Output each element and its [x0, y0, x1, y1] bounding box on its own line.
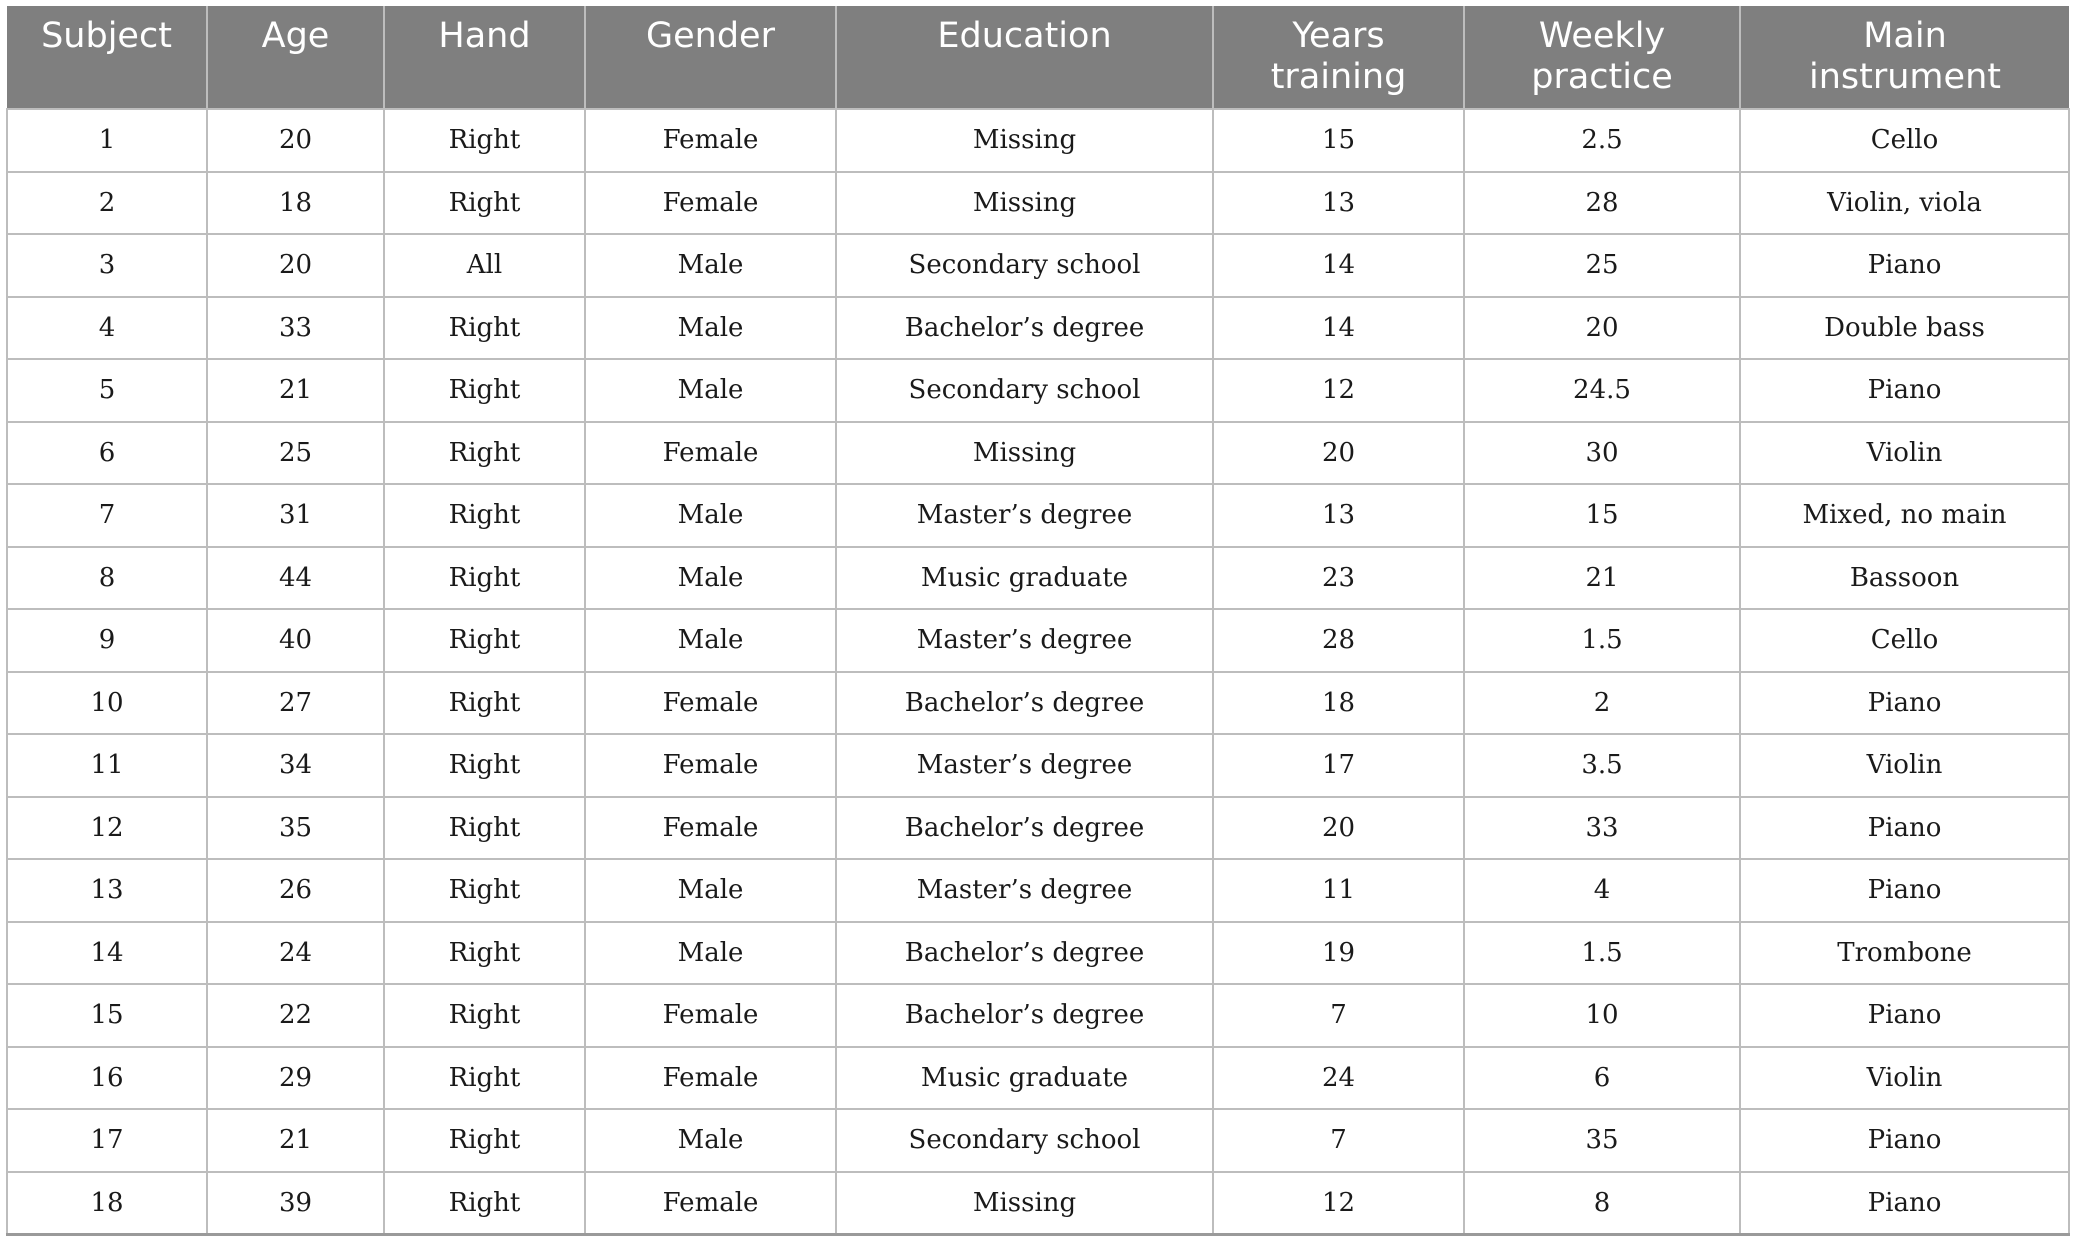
cell-main-instrument: Piano — [1740, 1172, 2069, 1235]
cell-subject: 11 — [7, 734, 207, 797]
cell-age: 39 — [207, 1172, 384, 1235]
cell-main-instrument: Violin — [1740, 422, 2069, 485]
cell-subject: 1 — [7, 109, 207, 172]
cell-main-instrument: Mixed, no main — [1740, 484, 2069, 547]
table-row — [7, 672, 2069, 735]
cell-weekly-practice: 30 — [1464, 422, 1740, 485]
table-row — [7, 484, 2069, 547]
cell-years-training: 17 — [1213, 734, 1464, 797]
cell-subject: 8 — [7, 547, 207, 610]
header-gender: Gender — [585, 6, 836, 109]
cell-weekly-practice: 2.5 — [1464, 109, 1740, 172]
cell-subject: 18 — [7, 1172, 207, 1235]
cell-education: Missing — [836, 422, 1213, 485]
cell-gender: Male — [585, 234, 836, 297]
table-row — [7, 609, 2069, 672]
table-row — [7, 922, 2069, 985]
cell-hand: Right — [384, 172, 585, 235]
cell-hand: Right — [384, 797, 585, 860]
cell-gender: Female — [585, 109, 836, 172]
participants-table — [6, 6, 2070, 1236]
cell-gender: Male — [585, 547, 836, 610]
cell-subject: 5 — [7, 359, 207, 422]
table-row — [7, 797, 2069, 860]
cell-education: Missing — [836, 1172, 1213, 1235]
cell-gender: Male — [585, 484, 836, 547]
cell-gender: Female — [585, 1047, 836, 1110]
cell-main-instrument: Double bass — [1740, 297, 2069, 360]
cell-weekly-practice: 4 — [1464, 859, 1740, 922]
cell-years-training: 7 — [1213, 984, 1464, 1047]
cell-education: Secondary school — [836, 234, 1213, 297]
header-subject: Subject — [7, 6, 207, 109]
cell-hand: Right — [384, 297, 585, 360]
cell-main-instrument: Piano — [1740, 859, 2069, 922]
cell-weekly-practice: 35 — [1464, 1109, 1740, 1172]
cell-gender: Female — [585, 172, 836, 235]
cell-main-instrument: Piano — [1740, 1109, 2069, 1172]
cell-years-training: 11 — [1213, 859, 1464, 922]
cell-weekly-practice: 28 — [1464, 172, 1740, 235]
cell-hand: All — [384, 234, 585, 297]
cell-education: Master’s degree — [836, 734, 1213, 797]
cell-subject: 13 — [7, 859, 207, 922]
cell-hand: Right — [384, 1172, 585, 1235]
cell-gender: Female — [585, 734, 836, 797]
cell-hand: Right — [384, 859, 585, 922]
cell-subject: 6 — [7, 422, 207, 485]
cell-weekly-practice: 3.5 — [1464, 734, 1740, 797]
cell-years-training: 19 — [1213, 922, 1464, 985]
header-age: Age — [207, 6, 384, 109]
cell-age: 34 — [207, 734, 384, 797]
cell-hand: Right — [384, 609, 585, 672]
cell-weekly-practice: 21 — [1464, 547, 1740, 610]
cell-weekly-practice: 2 — [1464, 672, 1740, 735]
cell-age: 26 — [207, 859, 384, 922]
cell-hand: Right — [384, 672, 585, 735]
cell-age: 29 — [207, 1047, 384, 1110]
cell-education: Bachelor’s degree — [836, 922, 1213, 985]
cell-main-instrument: Piano — [1740, 797, 2069, 860]
cell-age: 25 — [207, 422, 384, 485]
table-row — [7, 359, 2069, 422]
cell-subject: 2 — [7, 172, 207, 235]
cell-age: 21 — [207, 359, 384, 422]
cell-years-training: 18 — [1213, 672, 1464, 735]
table-row — [7, 1109, 2069, 1172]
cell-gender: Female — [585, 797, 836, 860]
cell-years-training: 20 — [1213, 797, 1464, 860]
cell-main-instrument: Piano — [1740, 359, 2069, 422]
cell-education: Bachelor’s degree — [836, 984, 1213, 1047]
cell-education: Bachelor’s degree — [836, 672, 1213, 735]
cell-gender: Male — [585, 1109, 836, 1172]
table-body — [7, 109, 2069, 1234]
table-row — [7, 984, 2069, 1047]
cell-years-training: 13 — [1213, 172, 1464, 235]
cell-education: Missing — [836, 109, 1213, 172]
cell-hand: Right — [384, 1109, 585, 1172]
cell-age: 40 — [207, 609, 384, 672]
cell-age: 33 — [207, 297, 384, 360]
cell-weekly-practice: 33 — [1464, 797, 1740, 860]
table-row — [7, 422, 2069, 485]
cell-hand: Right — [384, 922, 585, 985]
cell-age: 44 — [207, 547, 384, 610]
cell-main-instrument: Violin, viola — [1740, 172, 2069, 235]
cell-years-training: 13 — [1213, 484, 1464, 547]
cell-weekly-practice: 1.5 — [1464, 609, 1740, 672]
cell-education: Secondary school — [836, 1109, 1213, 1172]
cell-main-instrument: Piano — [1740, 984, 2069, 1047]
cell-age: 24 — [207, 922, 384, 985]
cell-education: Bachelor’s degree — [836, 797, 1213, 860]
cell-subject: 16 — [7, 1047, 207, 1110]
cell-weekly-practice: 15 — [1464, 484, 1740, 547]
table-row — [7, 1172, 2069, 1235]
cell-subject: 3 — [7, 234, 207, 297]
cell-weekly-practice: 25 — [1464, 234, 1740, 297]
cell-hand: Right — [384, 547, 585, 610]
cell-weekly-practice: 10 — [1464, 984, 1740, 1047]
cell-years-training: 14 — [1213, 234, 1464, 297]
cell-age: 18 — [207, 172, 384, 235]
cell-gender: Male — [585, 922, 836, 985]
header-years-training: Years training — [1213, 6, 1464, 109]
cell-hand: Right — [384, 984, 585, 1047]
cell-main-instrument: Cello — [1740, 109, 2069, 172]
cell-education: Music graduate — [836, 547, 1213, 610]
cell-years-training: 12 — [1213, 359, 1464, 422]
cell-hand: Right — [384, 484, 585, 547]
cell-main-instrument: Violin — [1740, 1047, 2069, 1110]
table-row — [7, 1047, 2069, 1110]
cell-gender: Female — [585, 984, 836, 1047]
table-row — [7, 734, 2069, 797]
table-row — [7, 859, 2069, 922]
cell-weekly-practice: 6 — [1464, 1047, 1740, 1110]
cell-hand: Right — [384, 1047, 585, 1110]
cell-weekly-practice: 8 — [1464, 1172, 1740, 1235]
header-education: Education — [836, 6, 1213, 109]
cell-age: 20 — [207, 109, 384, 172]
cell-hand: Right — [384, 359, 585, 422]
cell-subject: 15 — [7, 984, 207, 1047]
cell-hand: Right — [384, 422, 585, 485]
table-row — [7, 234, 2069, 297]
cell-main-instrument: Cello — [1740, 609, 2069, 672]
cell-subject: 9 — [7, 609, 207, 672]
cell-subject: 17 — [7, 1109, 207, 1172]
table-row — [7, 297, 2069, 360]
cell-education: Master’s degree — [836, 859, 1213, 922]
cell-education: Bachelor’s degree — [836, 297, 1213, 360]
cell-gender: Female — [585, 422, 836, 485]
cell-hand: Right — [384, 734, 585, 797]
cell-subject: 10 — [7, 672, 207, 735]
cell-main-instrument: Piano — [1740, 672, 2069, 735]
header-row — [7, 6, 2069, 109]
cell-age: 27 — [207, 672, 384, 735]
header-main-instrument: Main instrument — [1740, 6, 2069, 109]
cell-years-training: 14 — [1213, 297, 1464, 360]
cell-weekly-practice: 1.5 — [1464, 922, 1740, 985]
cell-subject: 14 — [7, 922, 207, 985]
cell-hand: Right — [384, 109, 585, 172]
table-row — [7, 172, 2069, 235]
cell-gender: Male — [585, 359, 836, 422]
table-header — [7, 6, 2069, 109]
cell-main-instrument: Bassoon — [1740, 547, 2069, 610]
cell-weekly-practice: 20 — [1464, 297, 1740, 360]
cell-gender: Female — [585, 672, 836, 735]
cell-years-training: 15 — [1213, 109, 1464, 172]
cell-subject: 7 — [7, 484, 207, 547]
cell-education: Music graduate — [836, 1047, 1213, 1110]
cell-years-training: 12 — [1213, 1172, 1464, 1235]
cell-years-training: 7 — [1213, 1109, 1464, 1172]
cell-age: 35 — [207, 797, 384, 860]
cell-education: Master’s degree — [836, 609, 1213, 672]
cell-gender: Female — [585, 1172, 836, 1235]
cell-years-training: 20 — [1213, 422, 1464, 485]
cell-age: 22 — [207, 984, 384, 1047]
cell-years-training: 28 — [1213, 609, 1464, 672]
cell-main-instrument: Trombone — [1740, 922, 2069, 985]
cell-subject: 12 — [7, 797, 207, 860]
cell-gender: Male — [585, 609, 836, 672]
cell-age: 21 — [207, 1109, 384, 1172]
cell-subject: 4 — [7, 297, 207, 360]
cell-age: 20 — [207, 234, 384, 297]
cell-education: Master’s degree — [836, 484, 1213, 547]
cell-gender: Male — [585, 297, 836, 360]
participants-table-container — [6, 6, 2068, 1236]
cell-age: 31 — [207, 484, 384, 547]
table-row — [7, 109, 2069, 172]
cell-education: Secondary school — [836, 359, 1213, 422]
cell-education: Missing — [836, 172, 1213, 235]
cell-gender: Male — [585, 859, 836, 922]
table-row — [7, 547, 2069, 610]
cell-years-training: 24 — [1213, 1047, 1464, 1110]
cell-main-instrument: Violin — [1740, 734, 2069, 797]
cell-weekly-practice: 24.5 — [1464, 359, 1740, 422]
cell-main-instrument: Piano — [1740, 234, 2069, 297]
header-weekly-practice: Weekly practice — [1464, 6, 1740, 109]
header-hand: Hand — [384, 6, 585, 109]
cell-years-training: 23 — [1213, 547, 1464, 610]
